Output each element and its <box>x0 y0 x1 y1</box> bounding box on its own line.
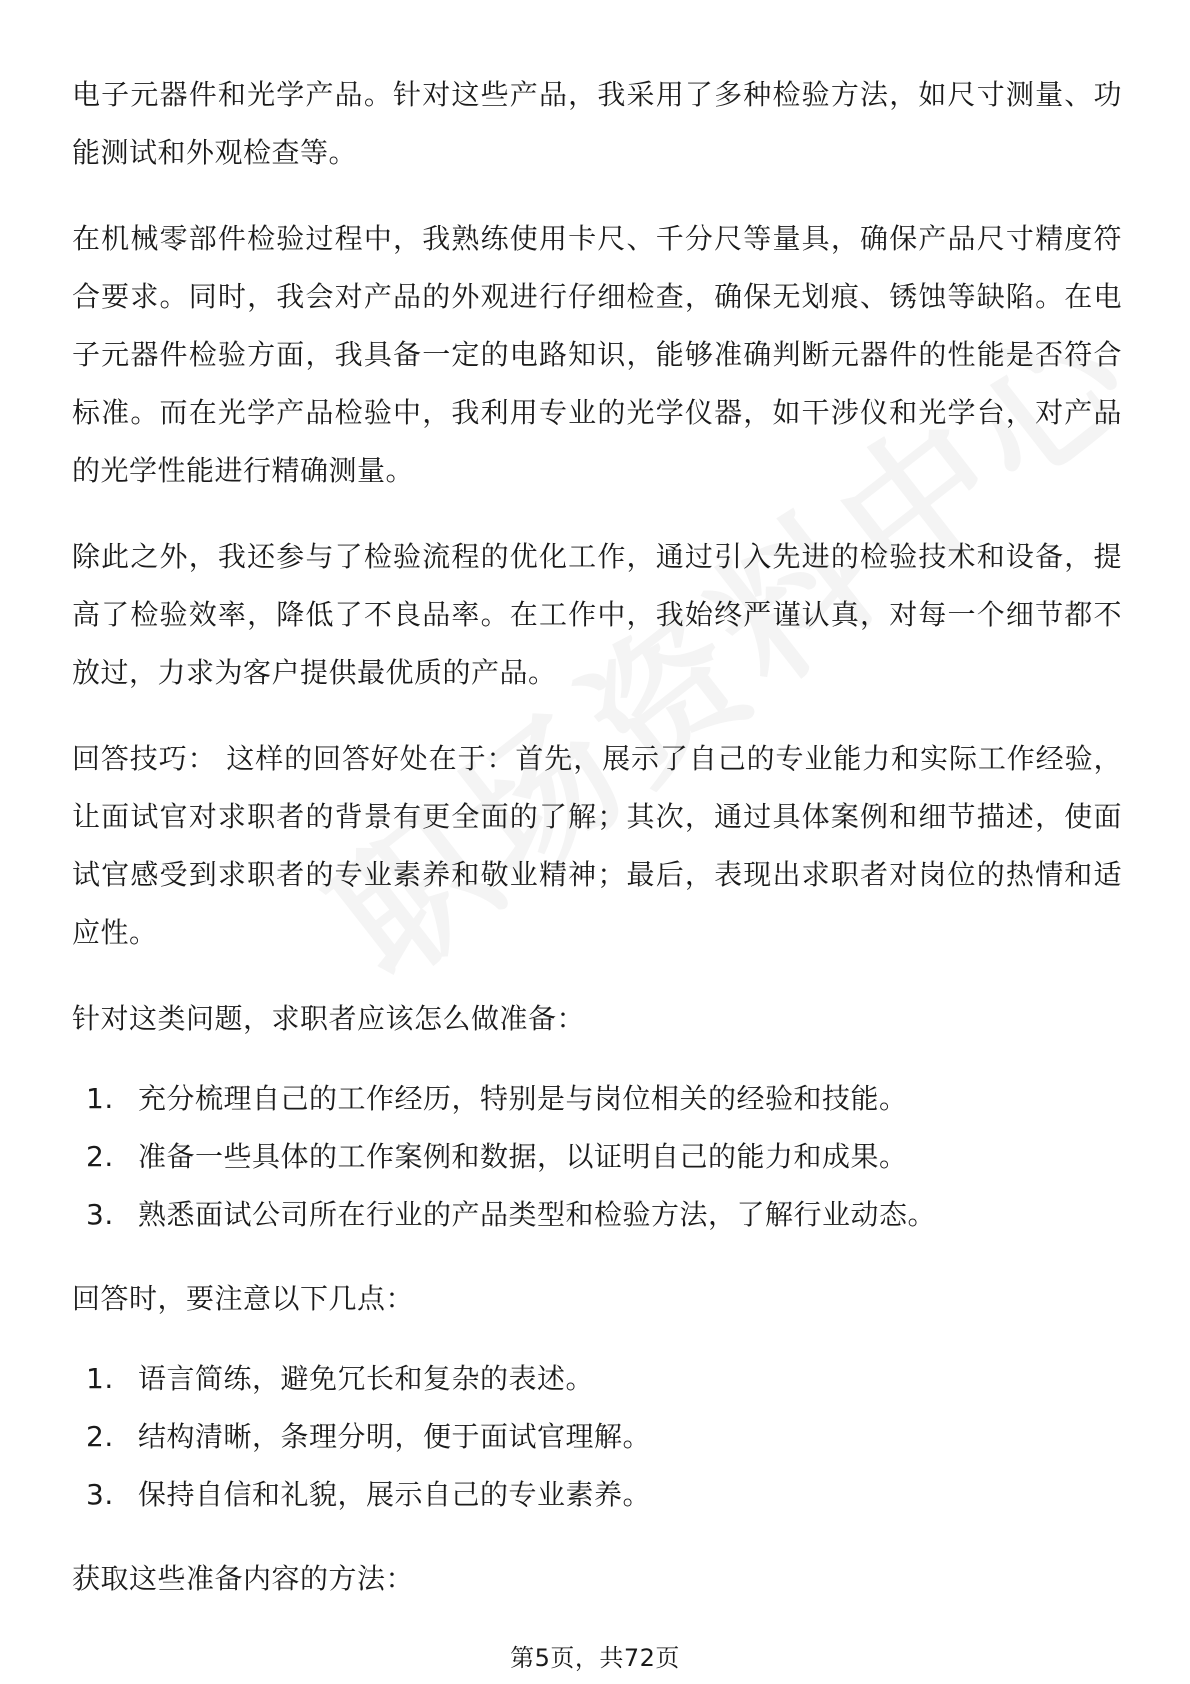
prep-list <box>72 1070 1122 1244</box>
list-item <box>72 1070 1122 1128</box>
paragraph-optimization: 除此之外，我还参与了检验流程的优化工作，通过引入先进的检验技术和设备，提高了检验效率，降低了不良品率。在工作中，我始终严谨认真，对每一个细节都不放过，力求为客户提供最优质的产品。 <box>72 540 1122 689</box>
list-text: 保持自信和礼貌，展示自己的专业素养。 <box>138 1478 652 1511</box>
list-item <box>72 1350 1122 1408</box>
list-text: 结构清晰，条理分明，便于面试官理解。 <box>138 1420 652 1453</box>
prep-heading: 针对这类问题，求职者应该怎么做准备： <box>72 1002 586 1035</box>
document-body <box>72 66 1122 1636</box>
list-text: 熟悉面试公司所在行业的产品类型和检验方法，了解行业动态。 <box>138 1198 937 1231</box>
list-item <box>72 1186 1122 1244</box>
paragraph-intro: 电子元器件和光学产品。针对这些产品，我采用了多种检验方法，如尺寸测量、功能测试和外观检查等。 <box>72 78 1122 169</box>
notes-heading: 回答时，要注意以下几点： <box>72 1282 415 1315</box>
list-item <box>72 1128 1122 1186</box>
list-item <box>72 1466 1122 1524</box>
notes-list <box>72 1350 1122 1524</box>
list-number: 3. <box>86 1478 114 1511</box>
page-footer: 第5页，共72页 <box>510 1644 680 1672</box>
list-number: 1. <box>86 1362 114 1395</box>
paragraph-tips: 回答技巧： 这样的回答好处在于：首先，展示了自己的专业能力和实际工作经验，让面试官对求职者的背景有更全面的了解；其次，通过具体案例和细节描述，使面试官感受到求职者的专业素养和敬业精神；最后，表现出求职者对岗位的热情和适应性。 <box>72 742 1122 949</box>
list-number: 2. <box>86 1420 114 1453</box>
list-number: 3. <box>86 1198 114 1231</box>
list-number: 1. <box>86 1082 114 1115</box>
methods-heading: 获取这些准备内容的方法： <box>72 1562 415 1595</box>
list-text: 充分梳理自己的工作经历，特别是与岗位相关的经验和技能。 <box>138 1082 908 1115</box>
list-text: 语言简练，避免冗长和复杂的表述。 <box>138 1362 595 1395</box>
list-item <box>72 1408 1122 1466</box>
list-text: 准备一些具体的工作案例和数据，以证明自己的能力和成果。 <box>138 1140 908 1173</box>
paragraph-mechanical: 在机械零部件检验过程中，我熟练使用卡尺、千分尺等量具，确保产品尺寸精度符合要求。同时，我会对产品的外观进行仔细检查，确保无划痕、锈蚀等缺陷。在电子元器件检验方面，我具备一定的电路知识，能够准确判断元器件的性能是否符合标准。而在光学产品检验中，我利用专业的光学仪器，如干涉仪和光学台，对产品的光学性能进行精确测量。 <box>72 222 1122 487</box>
list-number: 2. <box>86 1140 114 1173</box>
